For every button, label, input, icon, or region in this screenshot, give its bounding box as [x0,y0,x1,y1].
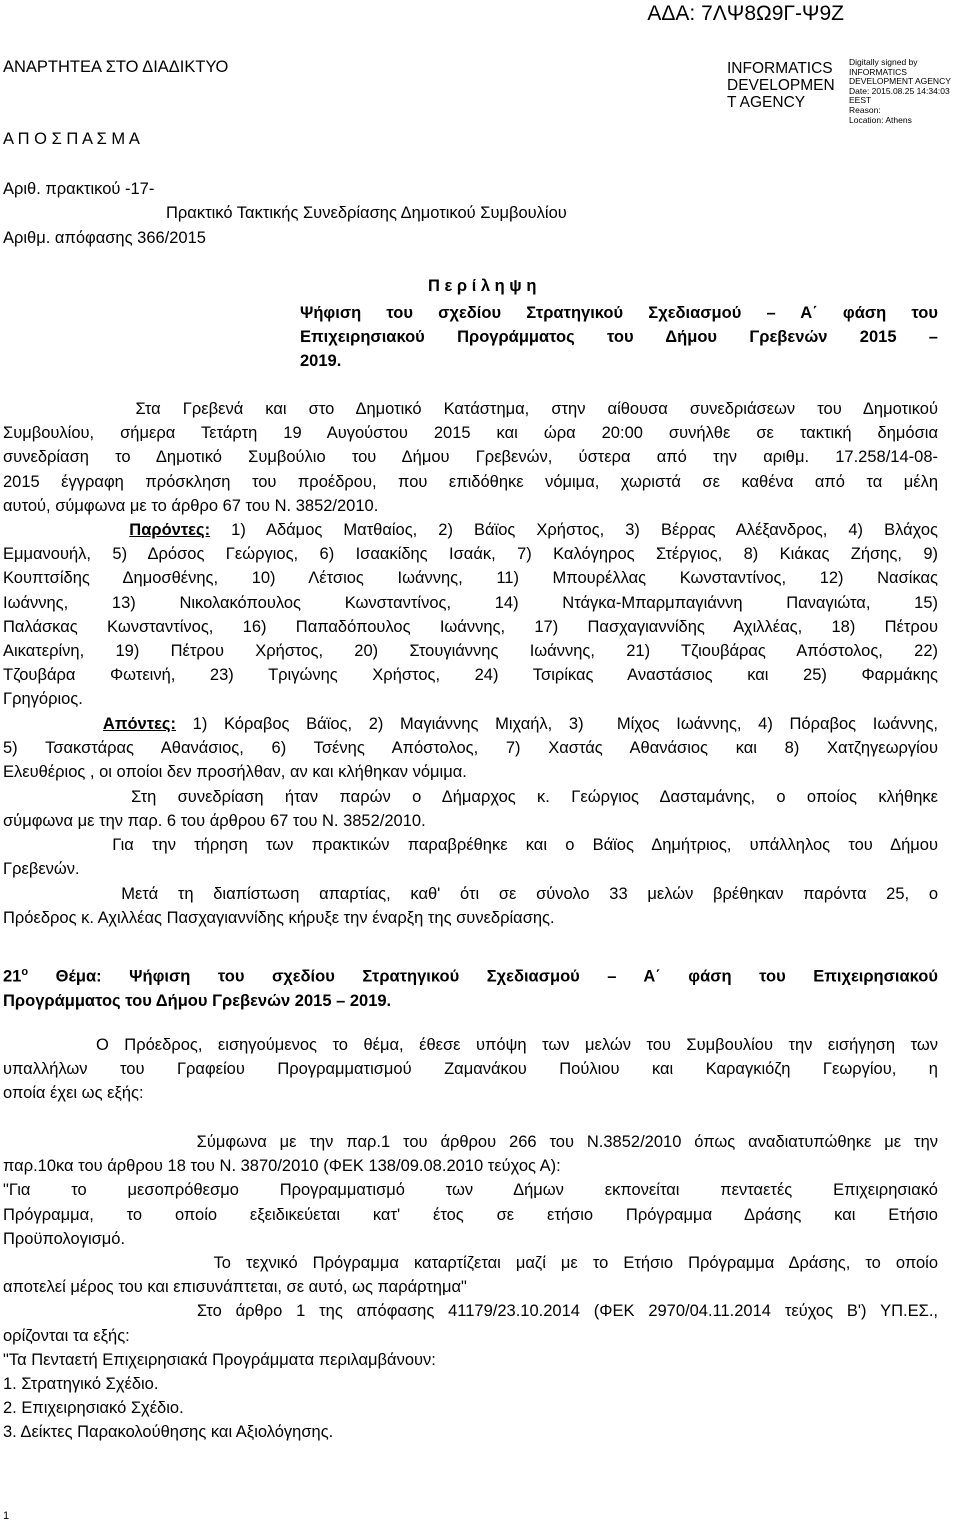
signature-detail-line: Location: Athens [849,114,912,125]
text-line: Πρόγραμμα, το οποίο εξειδικεύεται κατ' έτος σε ετήσιο Πρόγραμμα Δράσης και Ετήσιο [3,1205,938,1224]
signature-detail-line: EEST [849,95,872,106]
quorum-paragraph [3,882,938,930]
signature-detail-line: Date: 2015.08.25 14:34:03 [849,85,950,96]
text-line: ορίζονται τα εξής: [3,1326,130,1345]
text-line: Θέμα: Ψήφιση του σχεδίου Στρατηγικού Σχεδιασμού – Α΄ φάση του Επιχειρησιακού [28,967,938,986]
summary-line: Ψήφιση του σχεδίου Στρατηγικού Σχεδιασμού – Α΄ φάση του [300,304,938,322]
text-line: αυτού, σύμφωνα με το άρθρο 67 του Ν. 3852/2010. [3,496,379,515]
text-line: Συμβουλίου, σήμερα Τετάρτη 19 Αυγούστου 2015 και ώρα 20:00 συνήλθε σε τακτική δημόσια [3,424,938,443]
secretary-paragraph [3,833,938,881]
present-label: Παρόντες: [129,521,211,539]
text-line: Ιωάννης, 13) Νικολακόπουλος Κωνσταντίνος, 14) Ντάγκα-Μπαρμπαγιάννη Παναγιώτα, 15) [3,593,938,612]
text-line: Στα Γρεβενά και στο Δημοτικό Κατάστημα, στην αίθουσα συνεδριάσεων του Δημοτικού [3,400,938,418]
summary-heading: Π ε ρ ί λ η ψ η [428,277,537,295]
decision-number: Αριθμ. απόφασης 366/2015 [3,229,206,247]
text-line: "Τα Πενταετή Επιχειρησιακά Προγράμματα περιλαμβάνουν: [3,1350,436,1369]
minutes-number: Αριθ. πρακτικού -17- [3,180,155,198]
page-number: 1 [3,1510,10,1522]
text-line: "Για το μεσοπρόθεσμο Προγραμματισμό των Δήμων εκπονείται πενταετές Επιχειρησιακό [3,1181,938,1200]
absent-label: Απόντες: [102,715,176,733]
list-item: 2. Επιχειρησιακό Σχέδιο. [3,1399,184,1418]
text-line: οποία έχει ως εξής: [3,1084,144,1103]
signature-detail-line: Reason: [849,104,881,115]
signature-detail-line: Digitally signed by [849,57,918,67]
absent-paragraph [3,712,938,785]
text-line: Ελευθέριος , οι οποίοι δεν προσήλθαν, αν και κλήθηκαν νόμιμα. [3,763,467,782]
mayor-paragraph [3,785,938,833]
signature-organization [727,60,835,111]
text-line: υπαλλήλων του Γραφείου Προγραμματισμού Ζαμανάκου Πούλιου και Καραγκιόζη Γεωργίου, η [3,1060,938,1079]
excerpt-label: Α Π Ο Σ Π Α Σ Μ Α [3,130,140,148]
text-line: συνεδρίαση το Δημοτικό Συμβούλιο του Δήμου Γρεβενών, ύστερα από την αριθμ. 17.258/14-08- [3,448,938,467]
topic-number: 21 [3,967,22,986]
summary-line: 2019. [300,352,342,371]
signature-org-line: T AGENCY [727,94,806,111]
text-line: Για την τήρηση των πρακτικών παραβρέθηκε και ο Βάϊος Δημήτριος, υπάλληλος του Δήμου [3,836,938,854]
text-line: Πρόεδρος κ. Αχιλλέας Πασχαγιαννίδης κήρυξε την έναρξη της συνεδρίασης. [3,909,555,928]
signature-detail-line: DEVELOPMENT AGENCY [849,76,951,87]
signature-detail-line: INFORMATICS [849,66,907,77]
text-line: Παλάσκας Κωνσταντίνος, 16) Παπαδόπουλος Ιωάννης, 17) Πασχαγιαννίδης Αχιλλέας, 18) Πέτρου [3,617,938,636]
text-line: Ο Πρόεδρος, εισηγούμενος το θέμα, έθεσε υπόψη των μελών του Συμβουλίου την εισήγηση των [3,1036,938,1054]
text-line: Γρηγόριος. [3,690,83,709]
signature-org-line: DEVELOPMEN [727,77,835,94]
text-line: 2015 έγγραφη πρόσκληση του προέδρου, που επιδόθηκε νόμιμα, χωριστά σε καθένα από τα μέλη [3,472,938,491]
presentation-paragraph [3,1033,938,1106]
law-paragraph [3,1130,938,1445]
minutes-title: Πρακτικό Τακτικής Συνεδρίασης Δημοτικού Συμβουλίου [166,204,567,222]
text-line: Εμμανουήλ, 5) Δρόσος Γεώργιος, 6) Ισαακίδης Ισαάκ, 7) Καλόγηρος Στέργιος, 8) Κιάκας Ζήσης, 9) [3,545,938,564]
text-line: 5) Τσακστάρας Αθανάσιος, 6) Τσένης Απόστολος, 7) Χαστάς Αθανάσιος και 8) Χατζηγεωργίου [3,739,938,758]
signature-details [849,58,951,125]
posted-label: ΑΝΑΡΤΗΤΕΑ ΣΤΟ ΔΙΑΔΙΚΤΥΟ [3,58,229,76]
present-paragraph [3,518,938,712]
text-line: Προϋπολογισμό. [3,1229,126,1248]
text-line: σύμφωνα με την παρ. 6 του άρθρου 67 του Ν. 3852/2010. [3,812,426,831]
topic-heading [3,960,938,1013]
summary-line: Επιχειρησιακού Προγράμματος του Δήμου Γρεβενών 2015 – [300,328,938,347]
text-line: Γρεβενών. [3,860,80,879]
signature-org-line: INFORMATICS [727,60,833,77]
text-line: Αικατερίνη, 19) Πέτρου Χρήστος, 20) Στουγιάννης Ιωάννης, 21) Τζιουβάρας Απόστολος, 22) [3,642,938,661]
text-line: Μετά τη διαπίστωση απαρτίας, καθ' ότι σε σύνολο 33 μελών βρέθηκαν παρόντα 25, ο [3,885,938,903]
text-line: Στο άρθρο 1 της απόφασης 41179/23.10.2014 (ΦΕΚ 2970/04.11.2014 τεύχος Β') ΥΠ.ΕΣ., [3,1302,938,1321]
text-line: Τζουβάρα Φωτεινή, 23) Τριγώνης Χρήστος, 24) Τσιρίκας Αναστάσιος και 25) Φαρμάκης [3,666,938,685]
ada-code: ΑΔΑ: 7ΛΨ8Ω9Γ-Ψ9Ζ [647,2,844,25]
text-line: 1) Αδάμος Ματθαίος, 2) Βάϊος Χρήστος, 3) Βέρρας Αλέξανδρος, 4) Βλάχος [210,521,938,539]
list-item: 3. Δείκτες Παρακολούθησης και Αξιολόγησης. [3,1423,334,1442]
text-line: Κουπτσίδης Δημοσθένης, 10) Λέτσιος Ιωάννης, 11) Μπουρέλλας Κωνσταντίνος, 12) Νασίκας [3,569,938,588]
text-line: Σύμφωνα με την παρ.1 του άρθρου 266 του Ν.3852/2010 όπως αναδιατυπώθηκε με την [3,1133,938,1151]
intro-paragraph [3,397,938,518]
text-line: αποτελεί μέρος του και επισυνάπτεται, σε αυτό, ως παράρτημα" [3,1278,467,1297]
text-line: παρ.10κα του άρθρου 18 του Ν. 3870/2010 (ΦΕΚ 138/09.08.2010 τεύχος Α): [3,1157,561,1176]
text-line: Προγράμματος του Δήμου Γρεβενών 2015 – 2019. [3,991,392,1010]
text-line: 1) Κόραβος Βάϊος, 2) Μαγιάννης Μιχαήλ, 3) Μίχος Ιωάννης, 4) Πόραβος Ιωάννης, [176,715,938,733]
text-line: Το τεχνικό Πρόγραμμα καταρτίζεται μαζί με το Ετήσιο Πρόγραμμα Δράσης, το οποίο [3,1254,938,1273]
text-line: Στη συνεδρίαση ήταν παρών ο Δήμαρχος κ. Γεώργιος Δασταμάνης, ο οποίος κλήθηκε [3,788,938,806]
summary-subject [300,301,938,374]
topic-number-suffix: ο [21,966,29,978]
list-item: 1. Στρατηγικό Σχέδιο. [3,1375,159,1394]
